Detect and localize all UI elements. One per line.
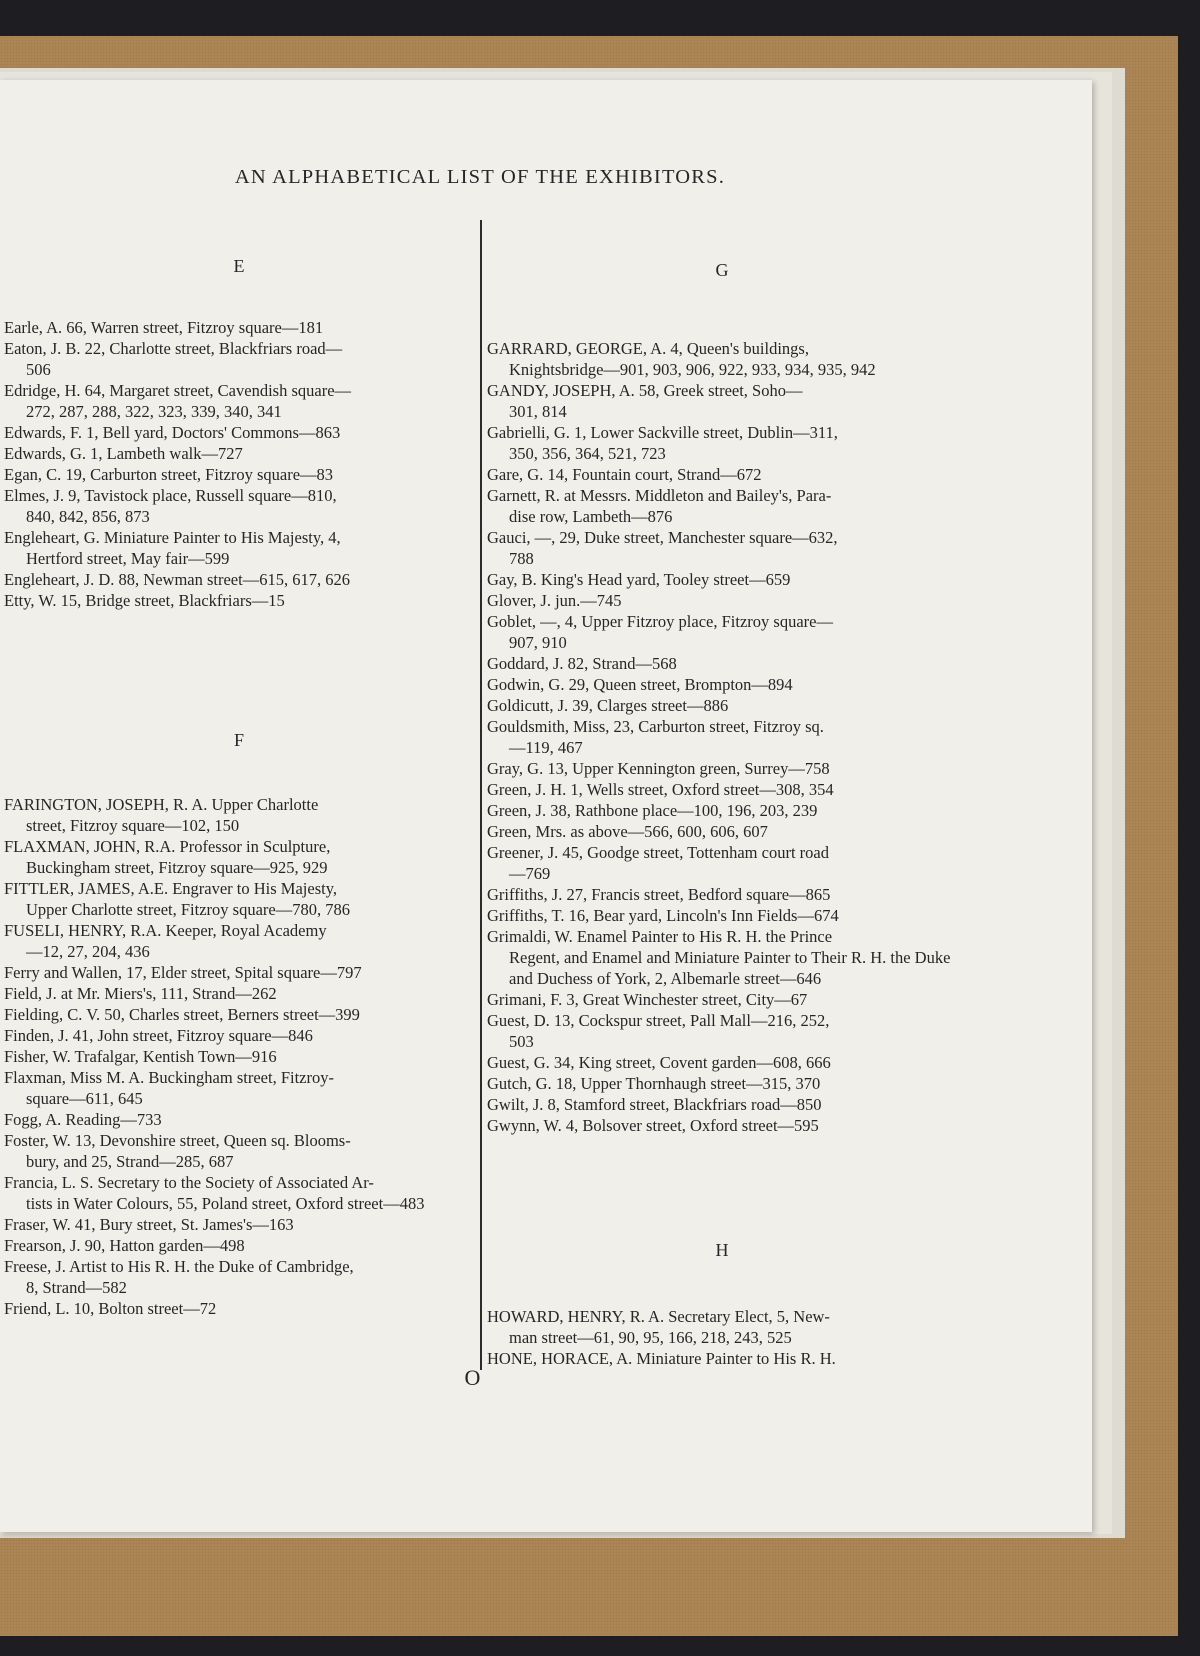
- entry-frearson: Frearson, J. 90, Hatton garden—498: [4, 1236, 245, 1255]
- entry-edwards-g: Edwards, G. 1, Lambeth walk—727: [4, 444, 243, 463]
- section-letter-e: E: [233, 256, 245, 276]
- entry-greener: Greener, J. 45, Goodge street, Tottenham court road —769: [487, 843, 829, 883]
- entry-gauci: Gauci, —, 29, Duke street, Manchester square—632, 788: [487, 528, 838, 568]
- section-f-entries: [4, 794, 474, 1319]
- entry-fogg: Fogg, A. Reading—733: [4, 1110, 162, 1129]
- entry-farington: FARINGTON, JOSEPH, R. A. Upper Charlotte street, Fitzroy square—102, 150: [4, 795, 319, 835]
- entry-francia: Francia, L. S. Secretary to the Society of Associated Ar- tists in Water Colours, 55, Poland street, Oxford street—483: [4, 1173, 425, 1213]
- entry-griffiths-t: Griffiths, T. 16, Bear yard, Lincoln's Inn Fields—674: [487, 906, 839, 925]
- entry-field: Field, J. at Mr. Miers's, 111, Strand—262: [4, 984, 277, 1003]
- entry-green-mrs: Green, Mrs. as above—566, 600, 606, 607: [487, 822, 768, 841]
- entry-friend: Friend, L. 10, Bolton street—72: [4, 1299, 217, 1318]
- entry-edridge: Edridge, H. 64, Margaret street, Cavendish square— 272, 287, 288, 322, 323, 339, 340, 341: [4, 381, 352, 421]
- entry-hone: HONE, HORACE, A. Miniature Painter to His R. H.: [487, 1349, 836, 1368]
- section-g-entries: [487, 338, 957, 1136]
- entry-gandy: GANDY, JOSEPH, A. 58, Greek street, Soho— 301, 814: [487, 381, 803, 421]
- entry-finden: Finden, J. 41, John street, Fitzroy square—846: [4, 1026, 313, 1045]
- entry-flaxman-miss: Flaxman, Miss M. A. Buckingham street, Fitzroy- square—611, 645: [4, 1068, 334, 1108]
- entry-gouldsmith: Gouldsmith, Miss, 23, Carburton street, Fitzroy sq. —119, 467: [487, 717, 824, 757]
- entry-green-jh: Green, J. H. 1, Wells street, Oxford street—308, 354: [487, 780, 834, 799]
- entry-freese: Freese, J. Artist to His R. H. the Duke of Cambridge, 8, Strand—582: [4, 1257, 354, 1297]
- page-title: AN ALPHABETICAL LIST OF THE EXHIBITORS.: [234, 166, 726, 188]
- entry-green-j: Green, J. 38, Rathbone place—100, 196, 203, 239: [487, 801, 818, 820]
- entry-grimaldi: Grimaldi, W. Enamel Painter to His R. H. the Prince Regent, and Enamel and Miniature Painter to Their R. H. the Duke and Duchess of York, 2, Albemarle street—646: [487, 927, 951, 988]
- entry-griffiths-j: Griffiths, J. 27, Francis street, Bedford square—865: [487, 885, 831, 904]
- entry-foster: Foster, W. 13, Devonshire street, Queen sq. Blooms- bury, and 25, Strand—285, 687: [4, 1131, 351, 1171]
- entry-fuseli: FUSELI, HENRY, R.A. Keeper, Royal Academy —12, 27, 204, 436: [4, 921, 327, 961]
- column-divider: [480, 220, 482, 1370]
- entry-goddard: Goddard, J. 82, Strand—568: [487, 654, 677, 673]
- entry-gwynn: Gwynn, W. 4, Bolsover street, Oxford street—595: [487, 1116, 819, 1135]
- entry-fisher: Fisher, W. Trafalgar, Kentish Town—916: [4, 1047, 277, 1066]
- book-page: [0, 80, 1092, 1532]
- entry-gray: Gray, G. 13, Upper Kennington green, Surrey—758: [487, 759, 830, 778]
- entry-edwards-f: Edwards, F. 1, Bell yard, Doctors' Commons—863: [4, 423, 341, 442]
- entry-gabrielli: Gabrielli, G. 1, Lower Sackville street, Dublin—311, 350, 356, 364, 521, 723: [487, 423, 838, 463]
- entry-earle: Earle, A. 66, Warren street, Fitzroy square—181: [4, 318, 324, 337]
- entry-flaxman-john: FLAXMAN, JOHN, R.A. Professor in Sculpture, Buckingham street, Fitzroy square—925, 929: [4, 837, 331, 877]
- entry-grimani: Grimani, F. 3, Great Winchester street, City—67: [487, 990, 808, 1009]
- entry-elmes: Elmes, J. 9, Tavistock place, Russell square—810, 840, 842, 856, 873: [4, 486, 337, 526]
- entry-glover: Glover, J. jun.—745: [487, 591, 622, 610]
- entry-eaton: Eaton, J. B. 22, Charlotte street, Blackfriars road— 506: [4, 339, 343, 379]
- signature-mark: O: [464, 1365, 481, 1390]
- entry-fittler: FITTLER, JAMES, A.E. Engraver to His Majesty, Upper Charlotte street, Fitzroy square—780, 786: [4, 879, 350, 919]
- entry-garnett: Garnett, R. at Messrs. Middleton and Bailey's, Para- dise row, Lambeth—876: [487, 486, 832, 526]
- section-h-entries: [487, 1306, 957, 1369]
- entry-gay: Gay, B. King's Head yard, Tooley street—659: [487, 570, 791, 589]
- entry-guest-g: Guest, G. 34, King street, Covent garden—608, 666: [487, 1053, 831, 1072]
- section-e-entries: [4, 317, 474, 611]
- section-letter-f: F: [233, 730, 244, 750]
- entry-engleheart-g: Engleheart, G. Miniature Painter to His Majesty, 4, Hertford street, May fair—599: [4, 528, 341, 568]
- entry-egan: Egan, C. 19, Carburton street, Fitzroy square—83: [4, 465, 334, 484]
- entry-gwilt: Gwilt, J. 8, Stamford street, Blackfriars road—850: [487, 1095, 822, 1114]
- section-letter-g: G: [715, 260, 729, 280]
- entry-gare: Gare, G. 14, Fountain court, Strand—672: [487, 465, 762, 484]
- section-letter-h: H: [715, 1240, 729, 1260]
- entry-fraser: Fraser, W. 41, Bury street, St. James's—163: [4, 1215, 294, 1234]
- entry-guest-d: Guest, D. 13, Cockspur street, Pall Mall—216, 252, 503: [487, 1011, 830, 1051]
- entry-gutch: Gutch, G. 18, Upper Thornhaugh street—315, 370: [487, 1074, 821, 1093]
- entry-ferry-wallen: Ferry and Wallen, 17, Elder street, Spital square—797: [4, 963, 362, 982]
- entry-howard: HOWARD, HENRY, R. A. Secretary Elect, 5, New- man street—61, 90, 95, 166, 218, 243, 525: [487, 1307, 830, 1347]
- entry-goldicutt: Goldicutt, J. 39, Clarges street—886: [487, 696, 729, 715]
- entry-goblet: Goblet, —, 4, Upper Fitzroy place, Fitzroy square— 907, 910: [487, 612, 833, 652]
- entry-engleheart-jd: Engleheart, J. D. 88, Newman street—615, 617, 626: [4, 570, 350, 589]
- entry-garrard: GARRARD, GEORGE, A. 4, Queen's buildings, Knightsbridge—901, 903, 906, 922, 933, 934, 935, 942: [487, 339, 876, 379]
- entry-godwin: Godwin, G. 29, Queen street, Brompton—894: [487, 675, 793, 694]
- entry-fielding: Fielding, C. V. 50, Charles street, Berners street—399: [4, 1005, 360, 1024]
- entry-etty: Etty, W. 15, Bridge street, Blackfriars—15: [4, 591, 285, 610]
